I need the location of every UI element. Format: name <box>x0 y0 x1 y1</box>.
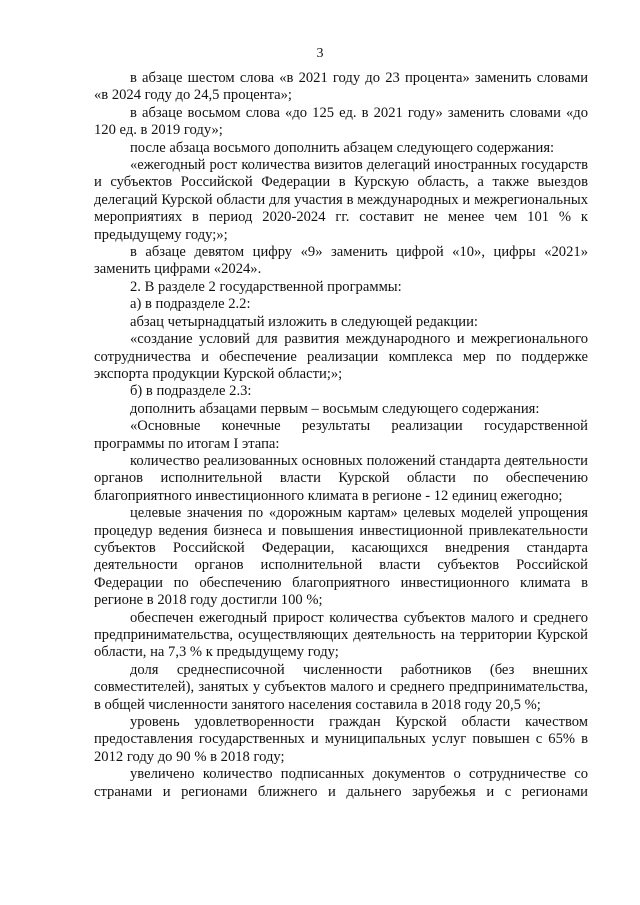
paragraph: в абзаце шестом слова «в 2021 году до 23 процента» заменить словами «в 2024 году до 24,5 процента»; <box>94 70 588 104</box>
paragraph: «Основные конечные результаты реализации государственной программы по итогам I этапа: <box>94 418 588 452</box>
paragraph: 2. В разделе 2 государственной программы: <box>130 278 402 295</box>
paragraph: а) в подразделе 2.2: <box>130 296 251 313</box>
paragraph: «создание условий для развития международного и межрегионального сотрудничества и обеспечение реализации комплекса мер по поддержке экспорта продукции Курской области;»; <box>94 331 588 382</box>
paragraph: б) в подразделе 2.3: <box>130 383 252 400</box>
paragraph: количество реализованных основных положений стандарта деятельности органов исполнительной власти Курской области по обеспечению благоприятного инвестиционного климата в регионе - 12 единиц ежегодно; <box>94 452 588 504</box>
paragraph: после абзаца восьмого дополнить абзацем следующего содержания: <box>130 139 555 156</box>
paragraph: доля среднесписочной численности работников (без внешних совместителей), занятых у субъектов малого и среднего предпринимательства, в общей численности занятого населения составила в 2018 году 20,5 %; <box>94 661 588 713</box>
paragraph: уровень удовлетворенности граждан Курской области качеством предоставления государственных и муниципальных услуг повышен с 65% в 2012 году до 90 % в 2018 году; <box>94 714 588 765</box>
paragraph: абзац четырнадцатый изложить в следующей редакции: <box>130 313 478 330</box>
paragraph: обеспечен ежегодный прирост количества субъектов малого и среднего предпринимательства, осуществляющих деятельность на территории Курской области, на 7,3 % к предыдущему году; <box>94 609 588 661</box>
paragraph: «ежегодный рост количества визитов делегаций иностранных государств и субъектов Российской Федерации в Курскую область, а также выездов делегаций Курской области для участия в международных и межрегиональных мероприятиях в период 2020-2024 гг. составит не менее чем 101 % к предыдущему году;»; <box>94 157 588 243</box>
paragraph: целевые значения по «дорожным картам» целевых моделей упрощения процедур ведения бизнеса и повышения инвестиционной привлекательности субъектов Российской Федерации, касающихся внедрения стандарта деятельности органов исполнительной власти субъектов Российской Федерации по обеспечению благоприятного инвестиционного климата в регионе в 2018 году достигли 100 %; <box>94 505 588 609</box>
paragraph: в абзаце девятом цифру «9» заменить цифрой «10», цифры «2021» заменить цифрами «2024». <box>94 244 588 278</box>
document-body <box>94 70 588 801</box>
paragraph: в абзаце восьмом слова «до 125 ед. в 2021 году» заменить словами «до 120 ед. в 2019 году»; <box>94 104 588 139</box>
page-number: 3 <box>316 46 324 61</box>
paragraph: дополнить абзацами первым – восьмым следующего содержания: <box>130 400 540 417</box>
paragraph: увеличено количество подписанных документов о сотрудничестве со странами и регионами ближнего и дальнего зарубежья и с регионами <box>94 766 588 800</box>
